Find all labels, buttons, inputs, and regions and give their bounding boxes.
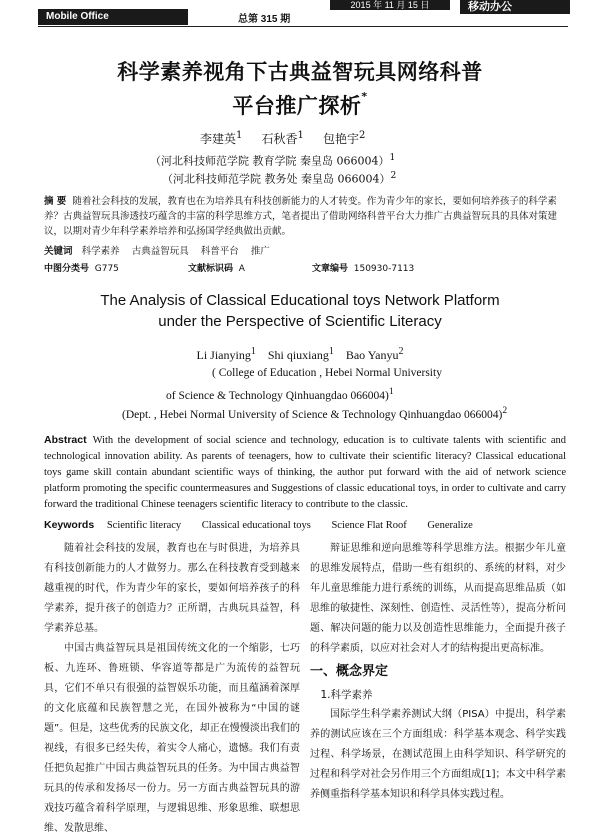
title-cn-line2-text: 平台推广探析: [232, 94, 362, 118]
header-band-label: Mobile Office: [38, 9, 188, 25]
keywords-en-label: Keywords: [44, 519, 95, 531]
doc-code-value: A: [238, 264, 245, 274]
keyword-en-1: Scientific literacy: [106, 520, 182, 531]
title-en-line1: The Analysis of Classical Educational toys Network Platform: [100, 292, 500, 309]
author-cn-3-sup: 2: [358, 130, 366, 141]
affiliation-cn-1: [150, 152, 395, 169]
body-paragraph: 国际学生科学素养测试大纲（PISA）中提出，科学素养的测试应该在三个方面组成：科学基本观念、科学实践过程、科学场景，在测试范围上由科学知识、科学研究的过程和科学对社会另作用三个方面组成[1]；本文中科学素养侧重指科学基本知识和科学具体实践过程。: [310, 709, 566, 800]
keyword-cn-2: 古典益智玩具: [131, 246, 189, 257]
author-cn-2-sup: 1: [297, 130, 304, 141]
doc-code-label: 文献标识码: [188, 264, 234, 274]
keyword-en-3: Science Flat Roof: [331, 520, 407, 531]
body-paragraph: 辩证思维和逆向思维等科学思维方法。根据少年儿童的思维发展特点，借助一些有组织的、系统的材料，对少年儿童思维能力进行系统的训练，从而提高思维品质（如思维的敏捷性、深刻性、创造性、灵活性等），提高分析问题、解决问题的能力以及创造性思维能力，全面提升孩子的科学素质，以应对社会对人才的结构提出更高标准。: [310, 543, 566, 654]
keyword-en-4: Generalize: [427, 520, 473, 531]
class-number-label: 中图分类号: [44, 264, 90, 274]
class-number: [44, 261, 119, 274]
title-cn-line1: 科学素养视角下古典益智玩具网络科普: [117, 60, 483, 84]
header-rule: [38, 26, 568, 27]
abstract-cn-label: 摘 要: [44, 196, 67, 207]
abstract-en-label: Abstract: [44, 434, 87, 446]
author-en-3-sup: 2: [398, 346, 404, 357]
affiliation-en-2: [122, 405, 507, 421]
author-cn-1: 李建英: [200, 132, 237, 146]
author-en-2-sup: 1: [328, 346, 334, 357]
author-en-1-sup: 1: [250, 346, 256, 357]
header-magazine-name: 移动办公: [460, 0, 570, 14]
section-title: 一、概念界定: [310, 664, 389, 679]
affiliation-en-1-cont-text: of Science & Technology Qinhuangdao 066004): [166, 389, 389, 402]
affiliation-cn-1-sup: 1: [389, 152, 396, 163]
keyword-cn-3: 科普平台: [200, 246, 239, 257]
abstract-cn: [44, 194, 562, 239]
keyword-cn-4: 推广: [250, 246, 270, 257]
subsection-title: 1.科学素养: [320, 689, 373, 701]
body-right-column: [310, 539, 566, 805]
affiliation-en-1-sup: 1: [388, 386, 394, 397]
title-cn-line2: [40, 90, 560, 120]
page-header: [0, 0, 600, 28]
article-number: [312, 261, 414, 274]
authors-cn: [200, 130, 365, 147]
author-cn-3: 包艳宇: [322, 132, 359, 146]
keywords-cn-label: 关键词: [44, 246, 73, 257]
author-en-3: Bao Yanyu: [345, 348, 399, 362]
affiliation-en-1-cont: [166, 386, 394, 402]
header-issue: 总第 315 期: [238, 14, 291, 25]
body-left-column: [44, 539, 300, 839]
keyword-cn-1: 科学素养: [81, 246, 120, 257]
abstract-cn-text: 随着社会科技的发展，教育也在为培养具有科技创新能力的人才转变。作为青少年的家长，要如何培养孩子的科学素养？古典益智玩具渗透技巧蕴含的丰富的科学思维方式，笔者提出了借助网络科普平台大力推广古典益智玩具的具体对策建议，以期对青少年科学素养培养和弘扬国学经典做出贡献。: [44, 196, 558, 237]
keyword-en-2: Classical educational toys: [201, 520, 311, 531]
title-footnote-mark: *: [361, 90, 368, 103]
abstract-en-text: With the development of social science and technology, education is to cultivate talents with scientific and technological innovation ability. As parents of teenagers, how to cultivate their scientific literacy? Classical educational toys game skill contain abundant scientific ways of thinking, the author put forward with the aid of network science platform promoting the specific countermeasures and Suggestions of classic educational toys, in order to cultivate and carry forward the traditional Chinese teenagers scientific literacy to contribute to the classic.: [44, 435, 566, 510]
abstract-en: [44, 432, 566, 513]
affiliation-en-2-text: (Dept. , Hebei Normal University of Science & Technology Qinhuangdao 066004): [122, 408, 503, 421]
keywords-en: [44, 519, 491, 531]
author-cn-2: 石秋香: [261, 132, 298, 146]
affiliation-cn-2-text: （河北科技师范学院 教务处 秦皇岛 066004）: [162, 172, 391, 186]
affiliation-en-1: ( College of Education , Hebei Normal University: [212, 367, 442, 379]
doc-code: [188, 261, 245, 274]
class-number-value: G775: [94, 264, 119, 274]
author-en-1: Li Jianying: [196, 348, 251, 362]
affiliation-cn-1-text: （河北科技师范学院 教育学院 秦皇岛 066004）: [150, 154, 390, 168]
body-paragraph: 中国古典益智玩具是祖国传统文化的一个缩影，七巧板、九连环、鲁班锁、华容道等都是广为流传的益智玩具，它们不单只有很强的益智娱乐功能，而且蕴涵着深厚的文化底蕴和民族智慧之光，在国外被称为“中国的谜题”。但是，这些优秀的民族文化，却正在慢慢淡出我们的视线，有很多已经失传，着实令人痛心，遗憾。我们有责任把负起推广中国古典益智玩具的任务。为中国古典益智玩具的传承和发扬尽一份力。另一方面古典益智玩具的游戏技巧蕴含着科学原理，与逻辑思维、形象思维、联想思维、发散思维、: [44, 643, 300, 834]
affiliation-en-2-sup: 2: [502, 405, 508, 416]
header-date: 2015 年 11 月 15 日: [330, 0, 450, 10]
body-paragraph: 随着社会科技的发展，教育也在与时俱进，为培养具有科技创新能力的人才做努力。那么在科技教育受到越来越重视的时代，作为青少年的家长，要如何培养孩子的科学素养，提升孩子的创造力？正所谓，古典玩具益智，科学素养总基。: [44, 543, 300, 634]
keywords-cn: [44, 243, 270, 257]
author-cn-1-sup: 1: [236, 130, 243, 141]
article-number-value: 150930-7113: [353, 264, 415, 274]
affiliation-cn-2-sup: 2: [390, 170, 397, 181]
article-number-label: 文章编号: [312, 264, 349, 274]
affiliation-cn-2: [162, 170, 396, 187]
title-en-line2: under the Perspective of Scientific Literacy: [158, 313, 442, 330]
author-en-2: Shi qiuxiang: [267, 348, 329, 362]
authors-en: [40, 346, 560, 363]
